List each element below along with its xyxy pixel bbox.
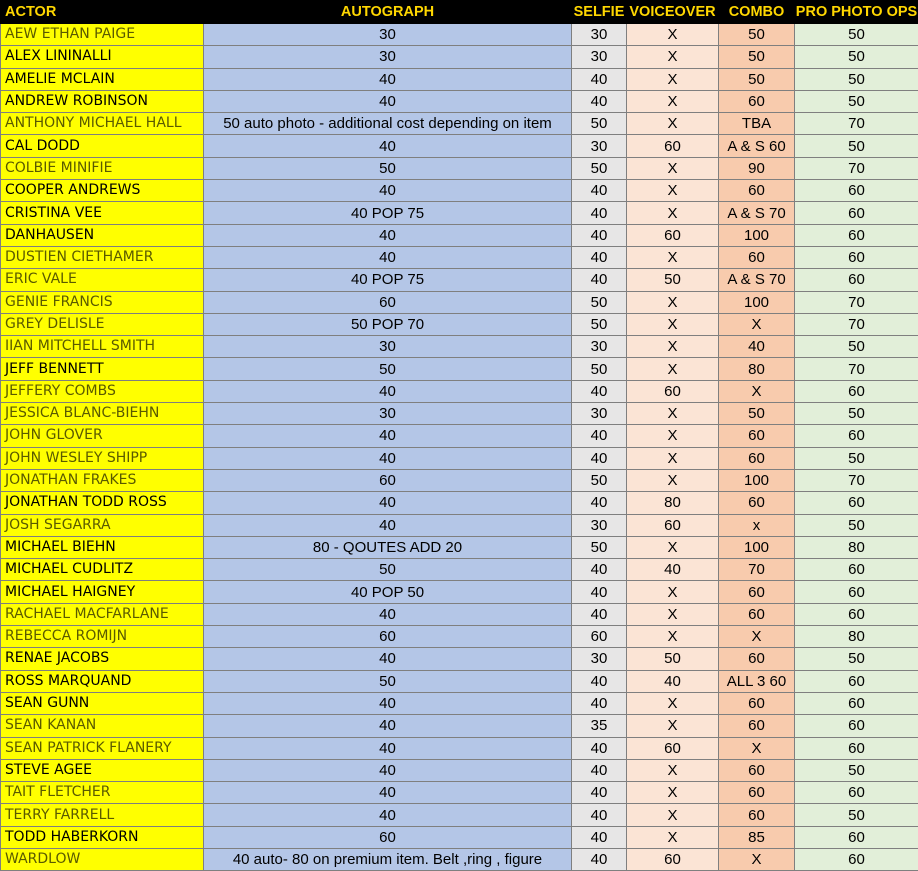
voiceover-cell: 60 [627, 737, 719, 759]
actor-cell: GREY DELISLE [1, 313, 204, 335]
selfie-cell: 50 [572, 113, 627, 135]
selfie-cell: 60 [572, 626, 627, 648]
table-row [1, 492, 918, 514]
table-row [1, 715, 918, 737]
table-row [1, 291, 918, 313]
voiceover-cell: X [627, 68, 719, 90]
table-row [1, 826, 918, 848]
autograph-cell: 40 [204, 603, 572, 625]
selfie-cell: 40 [572, 581, 627, 603]
actor-cell: COLBIE MINIFIE [1, 157, 204, 179]
combo-cell: X [719, 626, 795, 648]
voiceover-cell: 40 [627, 559, 719, 581]
combo-cell: 60 [719, 759, 795, 781]
combo-cell: 60 [719, 804, 795, 826]
combo-cell: A & S 60 [719, 135, 795, 157]
pro-photo-cell: 60 [795, 826, 918, 848]
selfie-cell: 50 [572, 469, 627, 491]
table-row [1, 269, 918, 291]
pro-photo-cell: 50 [795, 514, 918, 536]
combo-cell: 50 [719, 403, 795, 425]
voiceover-cell: 60 [627, 514, 719, 536]
selfie-cell: 40 [572, 848, 627, 870]
autograph-cell: 40 [204, 737, 572, 759]
voiceover-cell: 50 [627, 648, 719, 670]
voiceover-cell: 80 [627, 492, 719, 514]
pro-photo-cell: 70 [795, 313, 918, 335]
voiceover-cell: X [627, 782, 719, 804]
autograph-cell: 40 POP 75 [204, 269, 572, 291]
pro-photo-cell: 80 [795, 626, 918, 648]
table-row [1, 202, 918, 224]
autograph-cell: 40 [204, 782, 572, 804]
voiceover-cell: X [627, 291, 719, 313]
pro-photo-cell: 70 [795, 291, 918, 313]
selfie-cell: 30 [572, 336, 627, 358]
selfie-cell: 40 [572, 68, 627, 90]
selfie-cell: 30 [572, 24, 627, 46]
table-row [1, 46, 918, 68]
selfie-cell: 40 [572, 737, 627, 759]
combo-cell: 50 [719, 46, 795, 68]
pro-photo-cell: 60 [795, 380, 918, 402]
table-row [1, 603, 918, 625]
actor-cell: ANTHONY MICHAEL HALL [1, 113, 204, 135]
actor-cell: TAIT FLETCHER [1, 782, 204, 804]
selfie-cell: 40 [572, 692, 627, 714]
autograph-cell: 40 [204, 90, 572, 112]
table-row [1, 737, 918, 759]
actor-cell: COOPER ANDREWS [1, 180, 204, 202]
table-row [1, 113, 918, 135]
actor-cell: JONATHAN FRAKES [1, 469, 204, 491]
selfie-cell: 40 [572, 447, 627, 469]
actor-cell: JESSICA BLANC-BIEHN [1, 403, 204, 425]
selfie-cell: 30 [572, 135, 627, 157]
pro-photo-cell: 60 [795, 603, 918, 625]
autograph-cell: 40 POP 75 [204, 202, 572, 224]
selfie-cell: 30 [572, 403, 627, 425]
combo-cell: 60 [719, 715, 795, 737]
pro-photo-cell: 50 [795, 447, 918, 469]
table-row [1, 692, 918, 714]
selfie-cell: 30 [572, 514, 627, 536]
selfie-cell: 40 [572, 202, 627, 224]
pro-photo-cell: 60 [795, 425, 918, 447]
table-row [1, 804, 918, 826]
selfie-cell: 40 [572, 380, 627, 402]
table-row [1, 157, 918, 179]
actor-cell: GENIE FRANCIS [1, 291, 204, 313]
pro-photo-cell: 60 [795, 224, 918, 246]
actor-cell: AEW ETHAN PAIGE [1, 24, 204, 46]
voiceover-header: VOICEOVER [627, 1, 719, 24]
autograph-cell: 50 [204, 358, 572, 380]
actor-cell: JOHN WESLEY SHIPP [1, 447, 204, 469]
pro-photo-cell: 50 [795, 135, 918, 157]
autograph-cell: 30 [204, 403, 572, 425]
actor-cell: TODD HABERKORN [1, 826, 204, 848]
table-row [1, 581, 918, 603]
selfie-cell: 40 [572, 603, 627, 625]
autograph-cell: 40 [204, 180, 572, 202]
selfie-cell: 40 [572, 246, 627, 268]
autograph-cell: 50 auto photo - additional cost depending on item [204, 113, 572, 135]
autograph-cell: 40 [204, 68, 572, 90]
selfie-cell: 40 [572, 269, 627, 291]
autograph-cell: 40 [204, 492, 572, 514]
voiceover-cell: X [627, 358, 719, 380]
voiceover-cell: X [627, 804, 719, 826]
table-row [1, 670, 918, 692]
selfie-cell: 40 [572, 224, 627, 246]
selfie-cell: 40 [572, 782, 627, 804]
autograph-cell: 40 [204, 246, 572, 268]
combo-cell: 100 [719, 469, 795, 491]
table-row [1, 246, 918, 268]
actor-cell: CAL DODD [1, 135, 204, 157]
voiceover-cell: 40 [627, 670, 719, 692]
voiceover-cell: X [627, 447, 719, 469]
table-row [1, 425, 918, 447]
combo-cell: 60 [719, 447, 795, 469]
actor-cell: AMELIE MCLAIN [1, 68, 204, 90]
selfie-cell: 40 [572, 559, 627, 581]
voiceover-cell: X [627, 313, 719, 335]
voiceover-cell: X [627, 246, 719, 268]
voiceover-cell: X [627, 469, 719, 491]
table-row [1, 626, 918, 648]
pro-photo-cell: 60 [795, 782, 918, 804]
autograph-cell: 50 POP 70 [204, 313, 572, 335]
autograph-cell: 40 [204, 804, 572, 826]
autograph-cell: 60 [204, 291, 572, 313]
actor-cell: JEFFERY COMBS [1, 380, 204, 402]
actor-cell: SEAN KANAN [1, 715, 204, 737]
voiceover-cell: X [627, 90, 719, 112]
selfie-cell: 40 [572, 425, 627, 447]
pro-photo-ops-header: PRO PHOTO OPS [795, 1, 918, 24]
combo-cell: A & S 70 [719, 202, 795, 224]
autograph-cell: 40 [204, 692, 572, 714]
pro-photo-cell: 60 [795, 492, 918, 514]
voiceover-cell: X [627, 536, 719, 558]
table-row [1, 180, 918, 202]
pro-photo-cell: 60 [795, 670, 918, 692]
autograph-cell: 30 [204, 24, 572, 46]
actor-cell: SEAN PATRICK FLANERY [1, 737, 204, 759]
autograph-cell: 40 [204, 380, 572, 402]
combo-cell: 100 [719, 536, 795, 558]
actor-cell: WARDLOW [1, 848, 204, 870]
autograph-cell: 30 [204, 336, 572, 358]
voiceover-cell: 60 [627, 224, 719, 246]
table-row [1, 90, 918, 112]
selfie-cell: 40 [572, 492, 627, 514]
selfie-cell: 40 [572, 180, 627, 202]
combo-cell: 60 [719, 581, 795, 603]
selfie-cell: 50 [572, 291, 627, 313]
voiceover-cell: X [627, 715, 719, 737]
voiceover-cell: X [627, 626, 719, 648]
pro-photo-cell: 70 [795, 157, 918, 179]
pro-photo-cell: 60 [795, 715, 918, 737]
pro-photo-cell: 60 [795, 692, 918, 714]
voiceover-cell: X [627, 692, 719, 714]
voiceover-cell: X [627, 336, 719, 358]
pro-photo-cell: 50 [795, 648, 918, 670]
selfie-cell: 40 [572, 670, 627, 692]
combo-cell: 60 [719, 648, 795, 670]
autograph-cell: 40 [204, 648, 572, 670]
autograph-cell: 80 - QOUTES ADD 20 [204, 536, 572, 558]
table-row [1, 648, 918, 670]
autograph-cell: 40 POP 50 [204, 581, 572, 603]
actor-cell: CRISTINA VEE [1, 202, 204, 224]
pro-photo-cell: 60 [795, 269, 918, 291]
autograph-cell: 40 [204, 514, 572, 536]
pro-photo-cell: 60 [795, 180, 918, 202]
autograph-cell: 40 [204, 135, 572, 157]
actor-cell: JEFF BENNETT [1, 358, 204, 380]
pro-photo-cell: 50 [795, 403, 918, 425]
combo-header: COMBO [719, 1, 795, 24]
selfie-cell: 30 [572, 46, 627, 68]
actor-cell: ANDREW ROBINSON [1, 90, 204, 112]
voiceover-cell: 50 [627, 269, 719, 291]
pro-photo-cell: 60 [795, 202, 918, 224]
actor-header: ACTOR [1, 1, 204, 24]
combo-cell: 70 [719, 559, 795, 581]
header-row [1, 1, 918, 24]
actor-cell: RACHAEL MACFARLANE [1, 603, 204, 625]
combo-cell: 60 [719, 180, 795, 202]
selfie-cell: 40 [572, 759, 627, 781]
table-row [1, 848, 918, 870]
pro-photo-cell: 50 [795, 336, 918, 358]
combo-cell: 50 [719, 24, 795, 46]
voiceover-cell: X [627, 180, 719, 202]
combo-cell: 40 [719, 336, 795, 358]
combo-cell: 60 [719, 90, 795, 112]
pro-photo-cell: 60 [795, 737, 918, 759]
actor-cell: ERIC VALE [1, 269, 204, 291]
autograph-cell: 30 [204, 46, 572, 68]
actor-cell: DANHAUSEN [1, 224, 204, 246]
autograph-cell: 50 [204, 559, 572, 581]
actor-cell: MICHAEL BIEHN [1, 536, 204, 558]
pro-photo-cell: 70 [795, 469, 918, 491]
table-row [1, 380, 918, 402]
actor-cell: JOSH SEGARRA [1, 514, 204, 536]
voiceover-cell: X [627, 46, 719, 68]
table-row [1, 447, 918, 469]
table-row [1, 536, 918, 558]
pro-photo-cell: 50 [795, 24, 918, 46]
combo-cell: 60 [719, 246, 795, 268]
table-row [1, 68, 918, 90]
selfie-cell: 35 [572, 715, 627, 737]
actor-cell: MICHAEL HAIGNEY [1, 581, 204, 603]
pro-photo-cell: 80 [795, 536, 918, 558]
table-row [1, 514, 918, 536]
table-row [1, 224, 918, 246]
selfie-cell: 30 [572, 648, 627, 670]
table-row [1, 759, 918, 781]
autograph-cell: 60 [204, 626, 572, 648]
selfie-cell: 40 [572, 826, 627, 848]
pro-photo-cell: 50 [795, 68, 918, 90]
actor-cell: TERRY FARRELL [1, 804, 204, 826]
voiceover-cell: X [627, 403, 719, 425]
pro-photo-cell: 50 [795, 804, 918, 826]
table-row [1, 313, 918, 335]
voiceover-cell: X [627, 581, 719, 603]
pro-photo-cell: 70 [795, 113, 918, 135]
actor-cell: ALEX LININALLI [1, 46, 204, 68]
autograph-header: AUTOGRAPH [204, 1, 572, 24]
voiceover-cell: X [627, 826, 719, 848]
selfie-cell: 50 [572, 157, 627, 179]
table-row [1, 559, 918, 581]
autograph-cell: 60 [204, 469, 572, 491]
pro-photo-cell: 60 [795, 246, 918, 268]
autograph-cell: 40 [204, 425, 572, 447]
actor-cell: DUSTIEN CIETHAMER [1, 246, 204, 268]
voiceover-cell: X [627, 202, 719, 224]
table-row [1, 358, 918, 380]
combo-cell: ALL 3 60 [719, 670, 795, 692]
autograph-cell: 50 [204, 670, 572, 692]
actor-cell: SEAN GUNN [1, 692, 204, 714]
voiceover-cell: X [627, 425, 719, 447]
combo-cell: 60 [719, 425, 795, 447]
selfie-cell: 50 [572, 536, 627, 558]
autograph-cell: 40 [204, 447, 572, 469]
table-row [1, 469, 918, 491]
combo-cell: TBA [719, 113, 795, 135]
combo-cell: X [719, 737, 795, 759]
table-row [1, 135, 918, 157]
actor-cell: JONATHAN TODD ROSS [1, 492, 204, 514]
autograph-cell: 40 [204, 715, 572, 737]
pro-photo-cell: 70 [795, 358, 918, 380]
pro-photo-cell: 60 [795, 581, 918, 603]
combo-cell: x [719, 514, 795, 536]
actor-cell: REBECCA ROMIJN [1, 626, 204, 648]
selfie-cell: 50 [572, 313, 627, 335]
pro-photo-cell: 60 [795, 848, 918, 870]
pro-photo-cell: 50 [795, 90, 918, 112]
voiceover-cell: 60 [627, 848, 719, 870]
actor-cell: JOHN GLOVER [1, 425, 204, 447]
actor-cell: RENAE JACOBS [1, 648, 204, 670]
selfie-cell: 40 [572, 804, 627, 826]
autograph-cell: 40 auto- 80 on premium item. Belt ,ring , figure [204, 848, 572, 870]
voiceover-cell: X [627, 157, 719, 179]
combo-cell: 60 [719, 492, 795, 514]
actor-cell: MICHAEL CUDLITZ [1, 559, 204, 581]
combo-cell: 85 [719, 826, 795, 848]
combo-cell: 80 [719, 358, 795, 380]
pro-photo-cell: 50 [795, 759, 918, 781]
combo-cell: 100 [719, 224, 795, 246]
combo-cell: X [719, 313, 795, 335]
table-row [1, 336, 918, 358]
combo-cell: 60 [719, 692, 795, 714]
pro-photo-cell: 50 [795, 46, 918, 68]
autograph-cell: 60 [204, 826, 572, 848]
voiceover-cell: X [627, 113, 719, 135]
voiceover-cell: X [627, 24, 719, 46]
voiceover-cell: X [627, 603, 719, 625]
combo-cell: 100 [719, 291, 795, 313]
combo-cell: 60 [719, 782, 795, 804]
selfie-cell: 50 [572, 358, 627, 380]
combo-cell: X [719, 380, 795, 402]
actor-cell: ROSS MARQUAND [1, 670, 204, 692]
pro-photo-cell: 60 [795, 559, 918, 581]
combo-cell: 90 [719, 157, 795, 179]
combo-cell: A & S 70 [719, 269, 795, 291]
autograph-cell: 50 [204, 157, 572, 179]
combo-cell: 50 [719, 68, 795, 90]
autograph-cell: 40 [204, 224, 572, 246]
selfie-cell: 40 [572, 90, 627, 112]
combo-cell: 60 [719, 603, 795, 625]
table-row [1, 403, 918, 425]
autograph-cell: 40 [204, 759, 572, 781]
selfie-header: SELFIE [572, 1, 627, 24]
actor-cell: STEVE AGEE [1, 759, 204, 781]
actor-cell: IIAN MITCHELL SMITH [1, 336, 204, 358]
table-row [1, 24, 918, 46]
voiceover-cell: 60 [627, 135, 719, 157]
combo-cell: X [719, 848, 795, 870]
voiceover-cell: 60 [627, 380, 719, 402]
table-row [1, 782, 918, 804]
voiceover-cell: X [627, 759, 719, 781]
